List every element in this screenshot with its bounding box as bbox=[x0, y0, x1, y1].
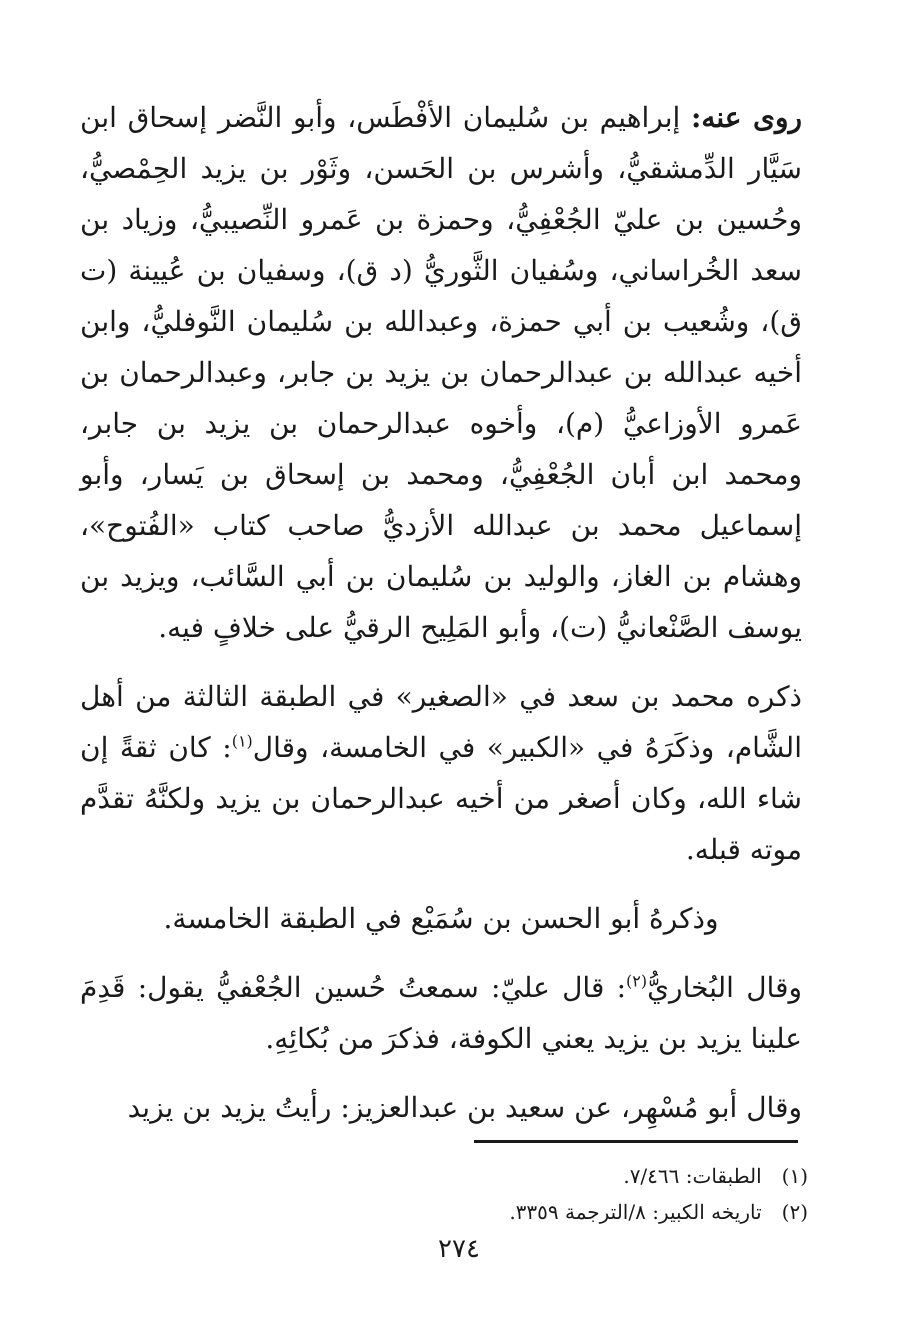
paragraph-abu-mushir bbox=[80, 1082, 802, 1133]
footnotes bbox=[208, 1158, 808, 1230]
footnote-number: (٢) bbox=[781, 1200, 808, 1224]
footnote-item bbox=[208, 1194, 808, 1230]
paragraph-text: ذكره محمد بن سعد في «الصغير» في الطبقة الثالثة من أهل الشَّام، وذكَرَهُ في «الكبير» في الخامسة، وقال bbox=[80, 680, 802, 764]
footnote-number: (١) bbox=[781, 1164, 808, 1188]
footnote-text: الطبقات: ٧/٤٦٦. bbox=[623, 1164, 762, 1188]
footnote-text: تاريخه الكبير: ٨/الترجمة ٣٣٥٩. bbox=[509, 1200, 762, 1224]
main-text bbox=[80, 92, 802, 1151]
footnote-ref-2: (٢) bbox=[626, 971, 648, 991]
paragraph-lead: روى عنه: bbox=[691, 101, 802, 134]
footnote-ref-1: (١) bbox=[231, 731, 253, 751]
paragraph-narrators bbox=[80, 92, 802, 653]
paragraph-bukhari bbox=[80, 962, 802, 1064]
paragraph-ibn-saad bbox=[80, 671, 802, 875]
footnote-divider bbox=[474, 1140, 798, 1143]
paragraph-text: : كان ثقةً إن شاء الله، وكان أصغر من أخيه عبدالرحمان بن يزيد ولكنَّهُ تقدَّم موته قبله. bbox=[80, 731, 802, 866]
paragraph-text: : قال عليّ: سمعتُ حُسين الجُعْفيُّ يقول: قَدِمَ علينا يزيد بن يزيد يعني الكوفة، فذكرَ من بُكائِهِ. bbox=[80, 971, 802, 1055]
paragraph-text: إبراهيم بن سُليمان الأفْطَس، وأبو النَّضر إسحاق ابن سَيَّار الدِّمشقيُّ، وأشرس بن الحَسن، وثَوْر بن يزيد الحِمْصيُّ، وحُسين بن عليّ الجُعْفِيُّ، وحمزة بن عَمرو النِّصيبيُّ، وزياد بن سعد الخُراساني، وسُفيان الثَّوريُّ (د ق)، وسفيان بن عُيينة (ت ق)، وشُعيب بن أبي حمزة، وعبدالله بن سُليمان النَّوفليُّ، وابن أخيه عبدالله بن عبدالرحمان بن يزيد بن جابر، وعبدالرحمان بن عَمرو الأوزاعيُّ (م)، وأخوه عبدالرحمان بن يزيد بن جابر، ومحمد ابن أبان الجُعْفِيُّ، ومحمد بن إسحاق بن يَسار، وأبو إسماعيل محمد بن عبدالله الأزديُّ صاحب كتاب «الفُتوح»، وهشام بن الغاز، والوليد بن سُليمان بن أبي السَّائب، ويزيد بن يوسف الصَّنْعانيُّ (ت)، وأبو المَلِيح الرقيُّ على خلافٍ فيه. bbox=[80, 101, 802, 644]
footnote-item bbox=[208, 1158, 808, 1194]
paragraph-text: وذكرهُ أبو الحسن بن سُمَيْع في الطبقة الخامسة. bbox=[163, 902, 719, 935]
paragraph-text: وقال البُخاريُّ bbox=[647, 971, 802, 1004]
paragraph-text: وقال أبو مُسْهِر، عن سعيد بن عبدالعزيز: رأيتُ يزيد بن يزيد bbox=[127, 1091, 802, 1124]
page-number: ٢٧٤ bbox=[438, 1234, 480, 1264]
paragraph-ibn-sumay bbox=[80, 893, 802, 944]
